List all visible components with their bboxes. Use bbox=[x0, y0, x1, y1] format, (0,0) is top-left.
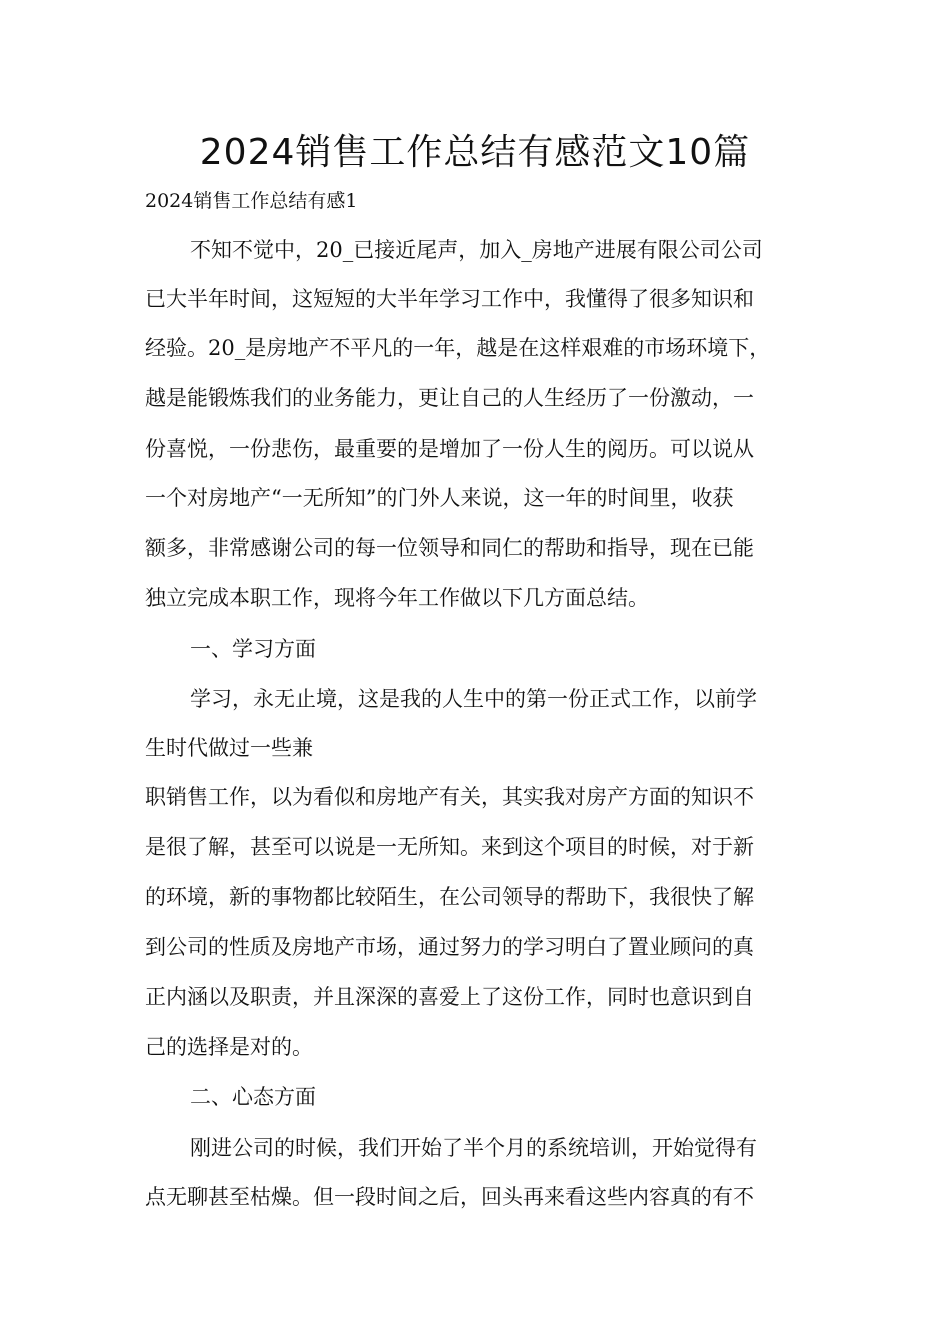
text-line: 点无聊甚至枯燥。但一段时间之后，回头再来看这些内容真的有不 bbox=[145, 1185, 754, 1209]
section-subtitle: 2024销售工作总结有感1 bbox=[145, 190, 358, 212]
text-line: 不知不觉中，20_已接近尾声，加入_房地产进展有限公司公司 bbox=[190, 238, 763, 262]
text-line: 生时代做过一些兼 bbox=[145, 736, 313, 760]
text-line: 独立完成本职工作，现将今年工作做以下几方面总结。 bbox=[145, 586, 649, 610]
text-line: 己的选择是对的。 bbox=[145, 1035, 313, 1059]
text-line: 越是能锻炼我们的业务能力，更让自己的人生经历了一份激动，一 bbox=[145, 386, 754, 410]
text-line: 职销售工作，以为看似和房地产有关，其实我对房产方面的知识不 bbox=[145, 785, 754, 809]
text-line: 一个对房地产“一无所知”的门外人来说，这一年的时间里，收获 bbox=[145, 486, 734, 510]
section-heading: 一、学习方面 bbox=[190, 637, 316, 661]
text-line: 学习，永无止境，这是我的人生中的第一份正式工作，以前学 bbox=[190, 687, 757, 711]
section-heading: 二、心态方面 bbox=[190, 1085, 316, 1109]
text-line: 的环境，新的事物都比较陌生，在公司领导的帮助下，我很快了解 bbox=[145, 885, 754, 909]
text-line: 已大半年时间，这短短的大半年学习工作中，我懂得了很多知识和 bbox=[145, 287, 754, 311]
text-line: 经验。20_是房地产不平凡的一年，越是在这样艰难的市场环境下， bbox=[145, 336, 771, 360]
text-line: 份喜悦，一份悲伤，最重要的是增加了一份人生的阅历。可以说从 bbox=[145, 437, 754, 461]
text-line: 额多，非常感谢公司的每一位领导和同仁的帮助和指导，现在已能 bbox=[145, 536, 754, 560]
document-title: 2024销售工作总结有感范文10篇 bbox=[199, 132, 751, 173]
text-line: 到公司的性质及房地产市场，通过努力的学习明白了置业顾问的真 bbox=[145, 935, 754, 959]
text-line: 刚进公司的时候，我们开始了半个月的系统培训，开始觉得有 bbox=[190, 1136, 757, 1160]
text-line: 正内涵以及职责，并且深深的喜爱上了这份工作，同时也意识到自 bbox=[145, 985, 754, 1009]
text-line: 是很了解，甚至可以说是一无所知。来到这个项目的时候，对于新 bbox=[145, 835, 754, 859]
